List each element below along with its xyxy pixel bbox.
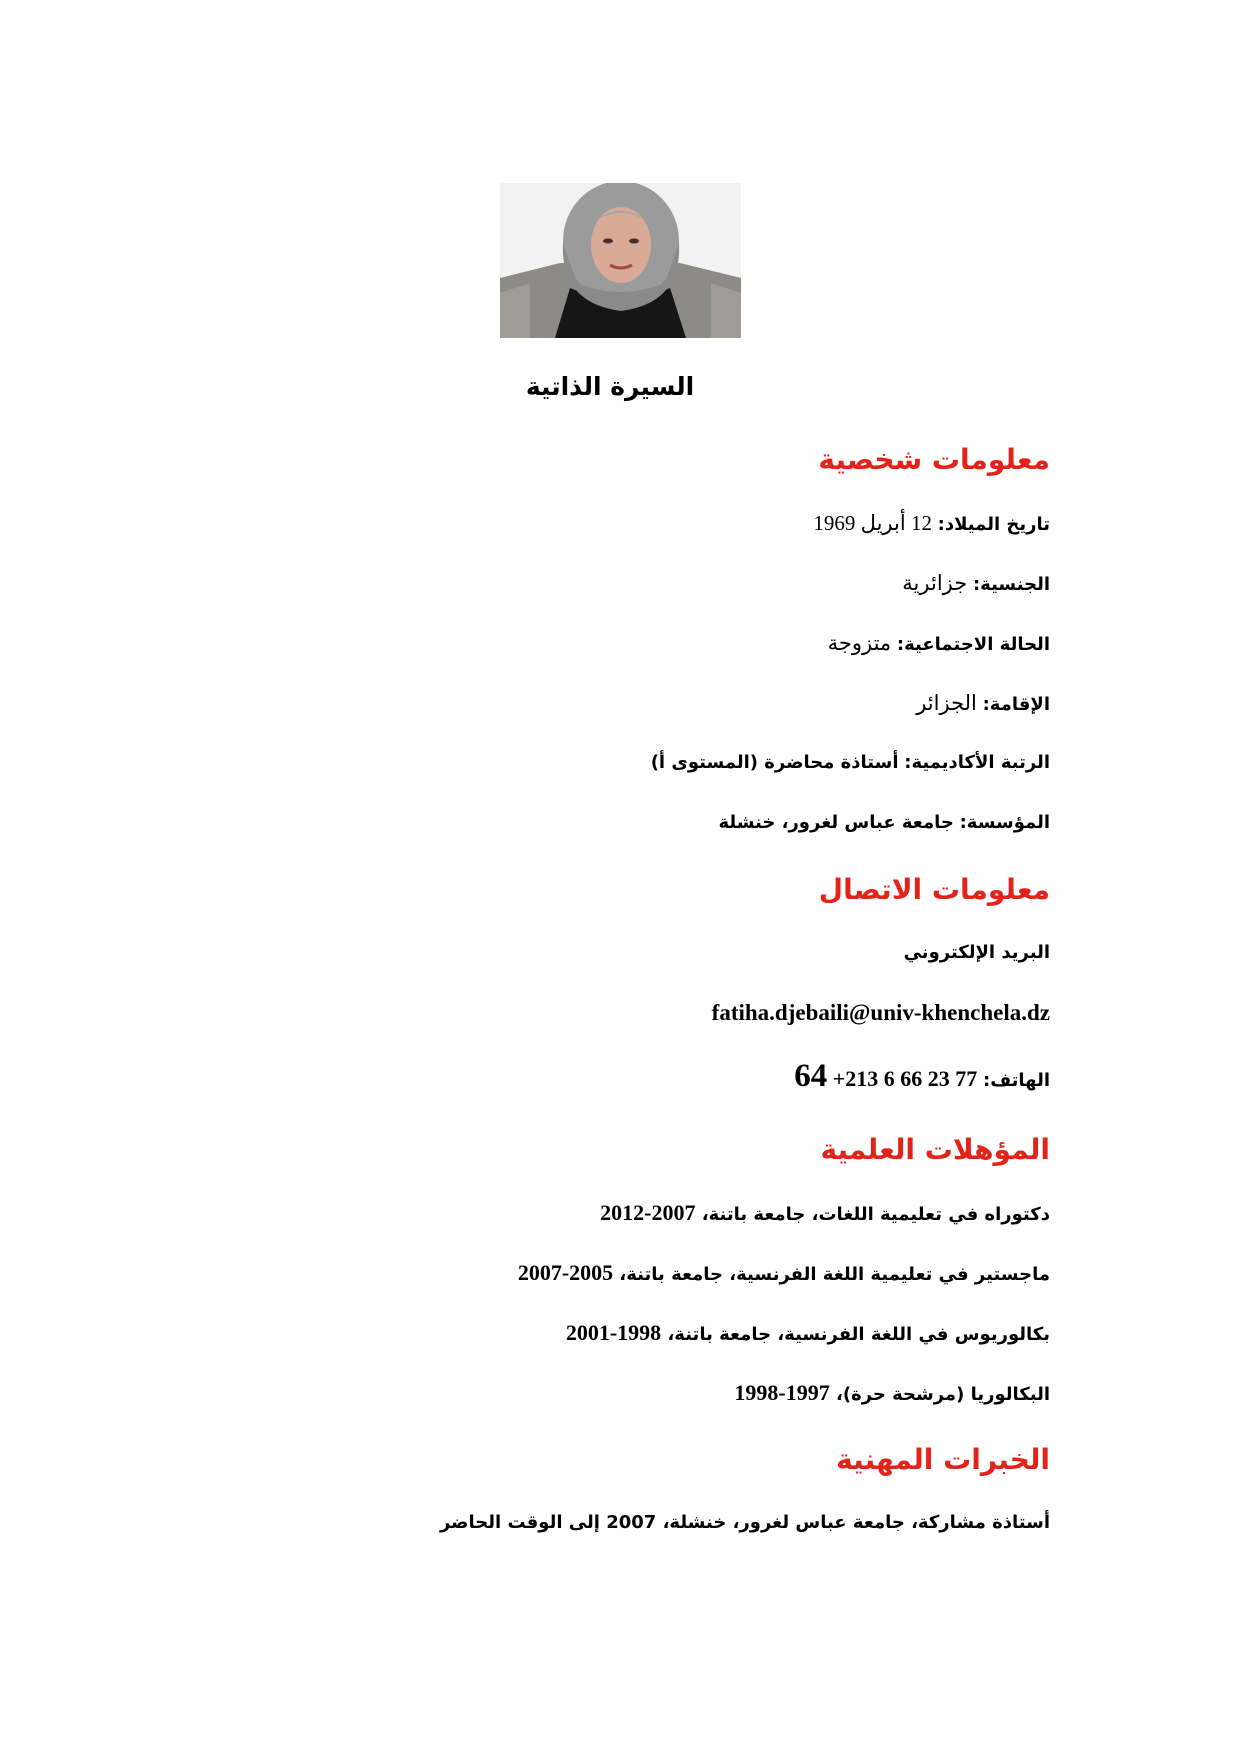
phone-number[interactable] (794, 1058, 977, 1097)
qualification-years: 1997-1998 (734, 1380, 830, 1405)
academic-rank-value: أستاذة محاضرة (المستوى أ) (650, 752, 899, 773)
qualification-years: 2005-2007 (517, 1260, 614, 1285)
email-label-row (360, 938, 1050, 998)
institution-value: جامعة عباس لغرور، خنشلة (718, 812, 954, 833)
email-label: البريد الإلكتروني (903, 942, 1050, 963)
qualification-years: 1998-2001 (565, 1320, 662, 1345)
profile-photo (500, 183, 741, 338)
nationality-label: الجنسية: (972, 574, 1050, 595)
page-title: السيرة الذاتية (525, 372, 695, 401)
residence-value: الجزائر (916, 691, 977, 715)
academic-rank-row (360, 748, 1050, 808)
institution-row (360, 808, 1050, 868)
qualification-item (360, 1258, 1050, 1318)
marital-status-label: الحالة الاجتماعية: (896, 634, 1050, 655)
institution-label: المؤسسة: (959, 812, 1050, 833)
phone-label: الهاتف: (983, 1070, 1050, 1091)
qualification-text: البكالوريا (مرشحة حرة)، (836, 1384, 1050, 1405)
qualification-years: 2007-2012 (600, 1200, 696, 1225)
section-heading-experience: الخبرات المهنية (836, 1443, 1050, 1476)
section-heading-qualifications: المؤهلات العلمية (820, 1133, 1050, 1166)
birth-date-value: 12 أبريل 1969 (813, 511, 932, 535)
qualification-text: ماجستير في تعليمية اللغة الفرنسية، جامعة باتنة، (619, 1264, 1050, 1285)
nationality-value: جزائرية (902, 571, 968, 595)
academic-rank-label: الرتبة الأكاديمية: (904, 752, 1050, 773)
birth-date-row (360, 508, 1050, 568)
birth-date-label: تاريخ الميلاد: (937, 514, 1050, 535)
nationality-row (360, 568, 1050, 628)
cv-content (360, 438, 1050, 1568)
experience-item: أستاذة مشاركة، جامعة عباس لغرور، خنشلة، 2007 إلى الوقت الحاضر (439, 1512, 1050, 1533)
residence-label: الإقامة: (982, 694, 1050, 715)
qualification-item (360, 1198, 1050, 1258)
phone-number-tail: 64 (794, 1058, 828, 1094)
marital-status-value: متزوجة (827, 631, 892, 655)
qualification-text: دكتوراه في تعليمية اللغات، جامعة باتنة، (701, 1204, 1050, 1225)
section-heading-contact: معلومات الاتصال (818, 873, 1050, 906)
section-heading-personal: معلومات شخصية (818, 443, 1050, 476)
residence-row (360, 688, 1050, 748)
marital-status-row (360, 628, 1050, 688)
email-address[interactable]: fatiha.djebaili@univ-khenchela.dz (711, 1000, 1050, 1025)
phone-row (360, 1058, 1050, 1128)
qualification-item (360, 1378, 1050, 1438)
qualification-text: بكالوريوس في اللغة الفرنسية، جامعة باتنة، (667, 1324, 1050, 1345)
phone-number-main: +213 6 66 23 77 (832, 1066, 978, 1091)
qualification-item (360, 1318, 1050, 1378)
